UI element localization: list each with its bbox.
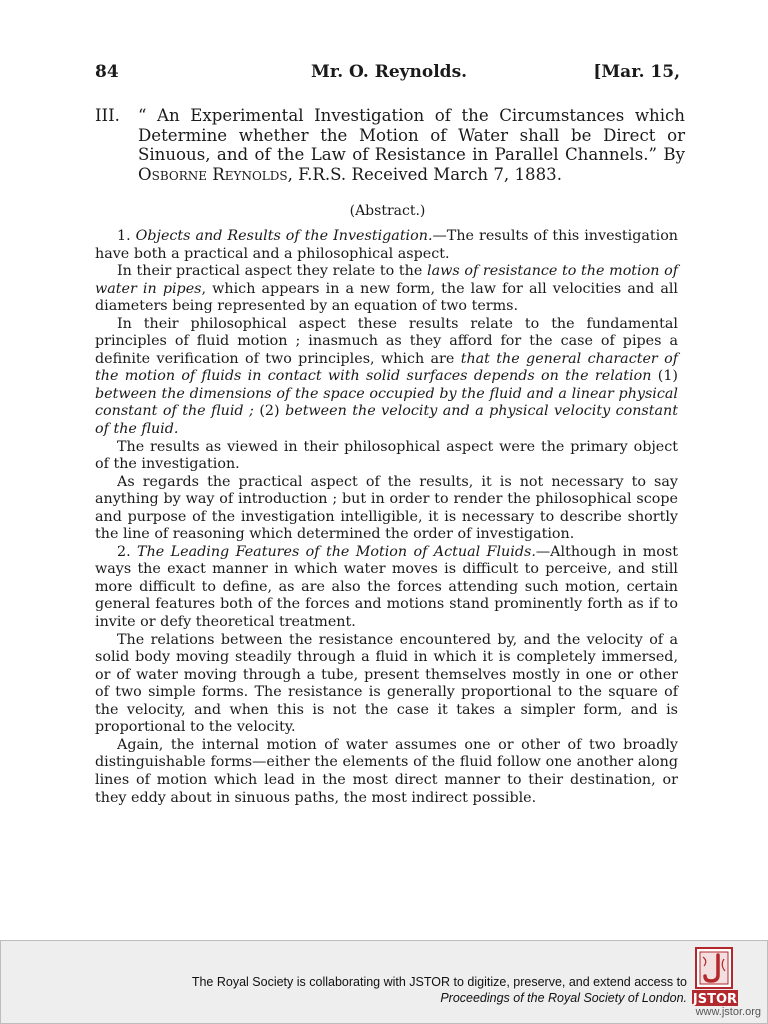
paragraph-practical bbox=[95, 263, 678, 316]
section-2-text: —Although in most ways the exact manner in which water moves is difficult to perceive, and still more difficult to define, as are also the forces attending such motion, certain general features both of the forces and motions stand prominently forth as if to invite or defy theoretical treatment. bbox=[95, 543, 678, 631]
philo-text-a: In their philosophical aspect these results relate to the fundamental principles of fluid motion ; inasmuch as they afford for the case of pipes a definite verification of two principles, which are bbox=[95, 315, 678, 367]
section-2-number: 2. bbox=[117, 543, 131, 560]
paper-title-block bbox=[138, 106, 685, 184]
paper-heading bbox=[95, 106, 685, 184]
paper-title: “ An Experimental Investigation of the Circumstances which Determine whether the Motion of Water shall be Direct or Sinuous, and of the Law of Resistance in Parallel Channels.” bbox=[138, 106, 685, 164]
paper-author: Osborne Reynolds bbox=[138, 164, 288, 184]
article-body bbox=[95, 228, 678, 807]
paragraph-again: Again, the internal motion of water assumes one or other of two broadly distinguishable forms—either the elements of the fluid follow one another along lines of motion which lead in the most direct manner to their destination, or they eddy about in sinuous paths, the most indirect possible. bbox=[95, 736, 678, 806]
running-head-date: [Mar. 15, bbox=[593, 62, 680, 82]
section-1-number: 1. bbox=[117, 228, 131, 244]
footer-url[interactable]: www.jstor.org bbox=[695, 1006, 761, 1018]
paper-received: Received March 7, 1883. bbox=[351, 164, 562, 184]
paragraph-relations: The relations between the resistance encountered by, and the velocity of a solid body moving steadily through a fluid in which it is completely immersed, or of water moving through a tube, present themselves mostly in one or other of two simple forms. The resistance is generally proportional to the square of the velocity, and when this is not the case it takes a simpler form, and is proportional to the velocity. bbox=[95, 631, 678, 736]
jstor-logo[interactable] bbox=[692, 947, 738, 1007]
running-head-author: Mr. O. Reynolds. bbox=[311, 62, 468, 82]
footer-journal-name: Proceedings of the Royal Society of London. bbox=[440, 991, 687, 1005]
paper-number: III. bbox=[95, 106, 120, 125]
section-1-heading: Objects and Results of the Investigation. bbox=[135, 228, 433, 244]
philo-text-c: (2) bbox=[253, 403, 286, 420]
practical-emphasis: laws of resistance to the motion of water in pipes bbox=[95, 263, 678, 297]
paragraph-section-2 bbox=[95, 544, 678, 632]
paragraph-section-1 bbox=[95, 228, 678, 263]
paragraph-philosophical bbox=[95, 316, 678, 439]
paper-fellowship: , F.R.S. bbox=[287, 164, 347, 184]
philo-emphasis-3: between the velocity and a physical velocity constant of the fluid. bbox=[95, 403, 678, 438]
page-number: 84 bbox=[95, 62, 119, 82]
paragraph-primary-object: The results as viewed in their philosophical aspect were the primary object of the investigation. bbox=[95, 438, 678, 473]
philo-emphasis-2: between the dimensions of the space occupied by the fluid and a linear physical constant of the fluid ; bbox=[95, 385, 678, 420]
jstor-footer bbox=[0, 940, 768, 1024]
practical-text-b: , which appears in a new form, the law for all velocities and all diameters being represented by an equation of two terms. bbox=[95, 280, 678, 315]
paragraph-practical-regards: As regards the practical aspect of the results, it is not necessary to say anything by way of introduction ; but in order to render the philosophical scope and purpose of the investigation intelligible, it is necessary to describe shortly the line of reasoning which determined the order of investigation. bbox=[95, 473, 678, 543]
philo-emphasis-1: that the general character of the motion of fluids in contact with solid surfaces depends on the relation bbox=[95, 350, 678, 385]
jstor-logo-wordmark: JSTOR bbox=[692, 992, 738, 1007]
running-head bbox=[95, 62, 680, 86]
paper-by: By bbox=[663, 145, 685, 164]
philo-text-b: (1) bbox=[651, 368, 678, 385]
footer-collaboration-text: The Royal Society is collaborating with JSTOR to digitize, preserve, and extend access to bbox=[191, 975, 687, 989]
abstract-label: (Abstract.) bbox=[349, 203, 426, 219]
practical-text-a: In their practical aspect they relate to the bbox=[117, 263, 427, 280]
section-2-heading: The Leading Features of the Motion of Actual Fluids. bbox=[137, 543, 536, 560]
section-1-text: —The results of this investigation have both a practical and a philosophical aspect. bbox=[95, 228, 679, 262]
